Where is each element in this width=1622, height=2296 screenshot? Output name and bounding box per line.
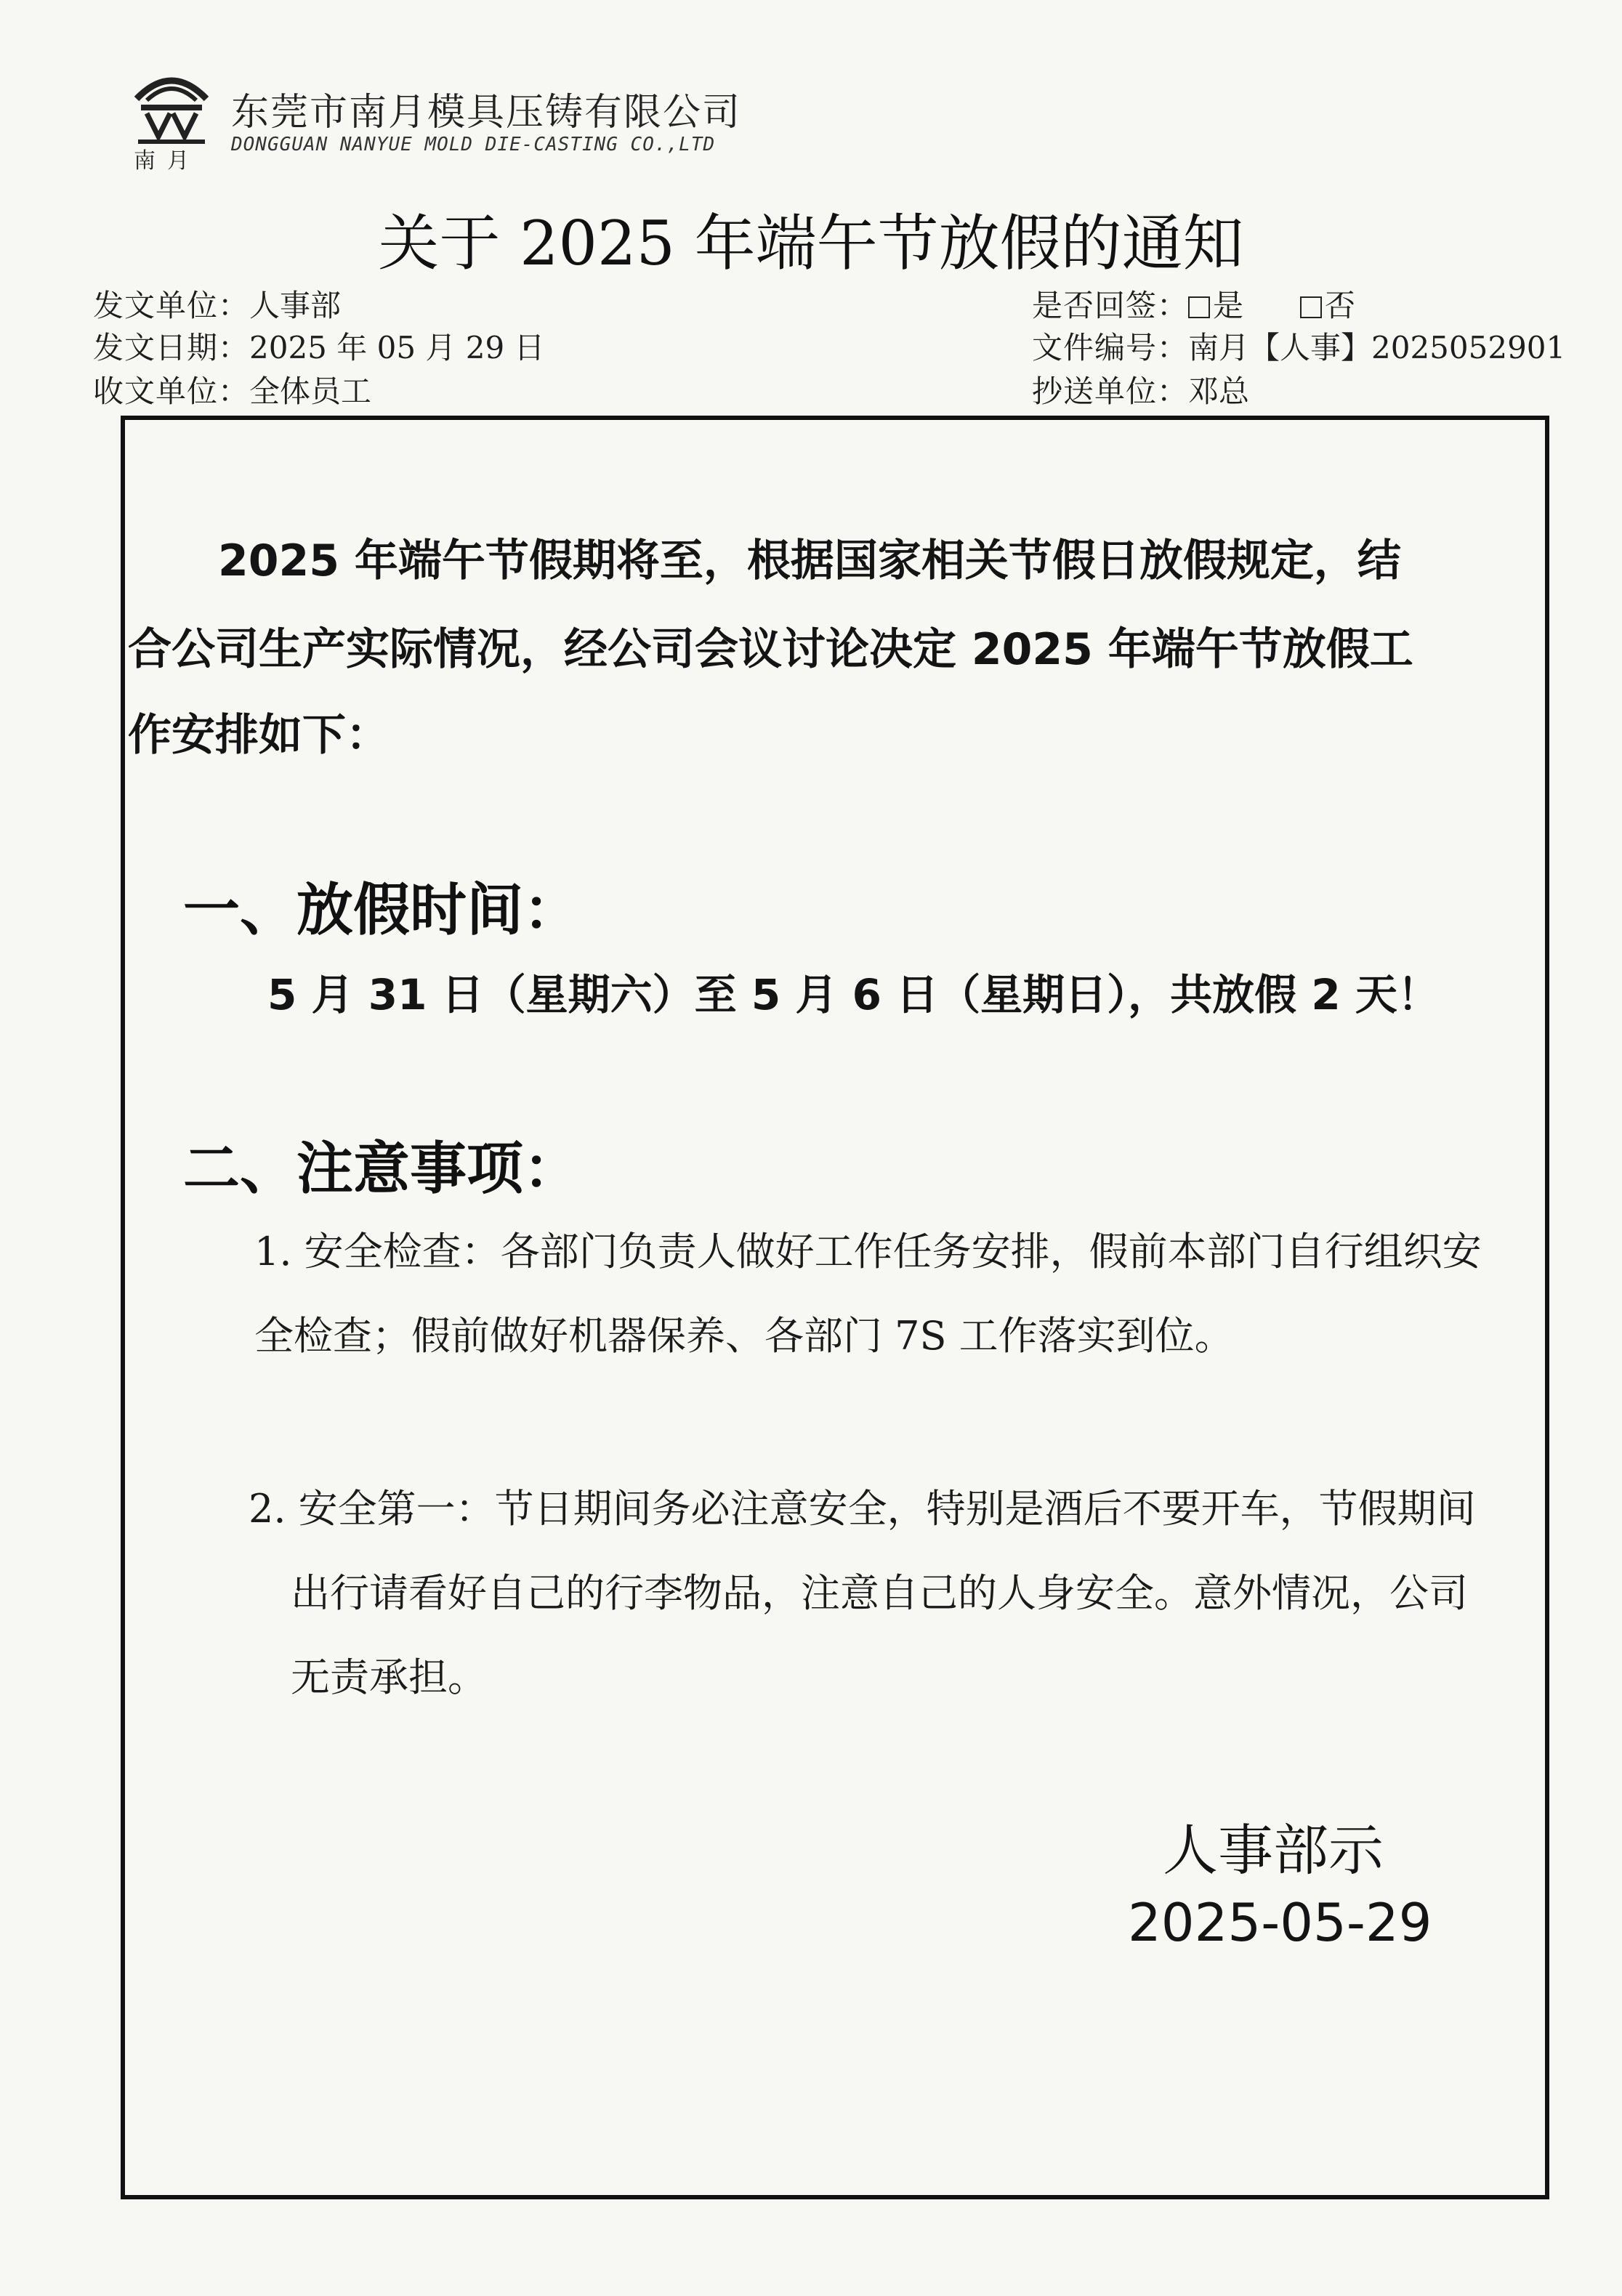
signoff-no-checkbox[interactable] [1300,296,1322,318]
date-value: 2025 年 05 月 29 日 [249,330,545,365]
note-item-2-line-2: 出行请看好自己的行李物品，注意自己的人身安全。意外情况，公司 [291,1570,1468,1616]
issuer-row [93,282,341,326]
signature-date: 2025-05-29 [1128,1892,1432,1953]
company-name-en: DONGGUAN NANYUE MOLD DIE-CASTING CO.,LTD [231,134,716,155]
doc-number-value: 南月【人事】2025052901 [1188,330,1566,365]
signoff-yes-checkbox[interactable] [1188,296,1210,318]
cc-value: 邓总 [1188,373,1250,409]
signoff-no-label: 否 [1325,288,1356,323]
company-logo [131,67,212,174]
recipient-value: 全体员工 [249,373,372,409]
intro-line-2: 合公司生产实际情况，经公司会议讨论决定 2025 年端午节放假工 [128,624,1413,675]
doc-number-label: 文件编号： [1032,330,1189,365]
doc-number-row [1032,324,1565,368]
document-title: 关于 2025 年端午节放假的通知 [378,208,1244,279]
section-holiday-time-heading: 一、放假时间： [183,878,581,943]
note-item-1-line-1: 1. 安全检查：各部门负责人做好工作任务安排，假前本部门自行组织安 [254,1229,1482,1274]
signoff-label: 是否回签： [1032,288,1189,323]
cc-label: 抄送单位： [1032,373,1189,409]
section-notes-heading: 二、注意事项： [183,1136,581,1202]
recipient-row [93,368,371,411]
intro-line-1: 2025 年端午节假期将至，根据国家相关节假日放假规定，结 [218,535,1401,586]
logo-caption: 南月 [134,148,201,174]
issuer-value: 人事部 [249,288,342,323]
signature-department: 人事部示 [1163,1818,1384,1883]
signoff-row [1032,282,1355,326]
company-name-cn: 东莞市南月模具压铸有限公司 [231,91,742,134]
issuer-label: 发文单位： [93,288,250,323]
cc-row [1032,368,1249,411]
note-item-2-line-1: 2. 安全第一：节日期间务必注意安全，特别是酒后不要开车，节假期间 [249,1486,1476,1532]
signoff-yes-label: 是 [1213,288,1244,323]
note-item-1-line-2: 全检查；假前做好机器保养、各部门 7S 工作落实到位。 [254,1313,1234,1359]
intro-line-3: 作安排如下： [128,710,390,761]
note-item-2-line-3: 无责承担。 [291,1654,487,1700]
date-row [93,324,545,368]
holiday-time-text: 5 月 31 日（星期六）至 5 月 6 日（星期日），共放假 2 天！ [267,970,1440,1019]
date-label: 发文日期： [93,330,250,365]
recipient-label: 收文单位： [93,373,250,409]
